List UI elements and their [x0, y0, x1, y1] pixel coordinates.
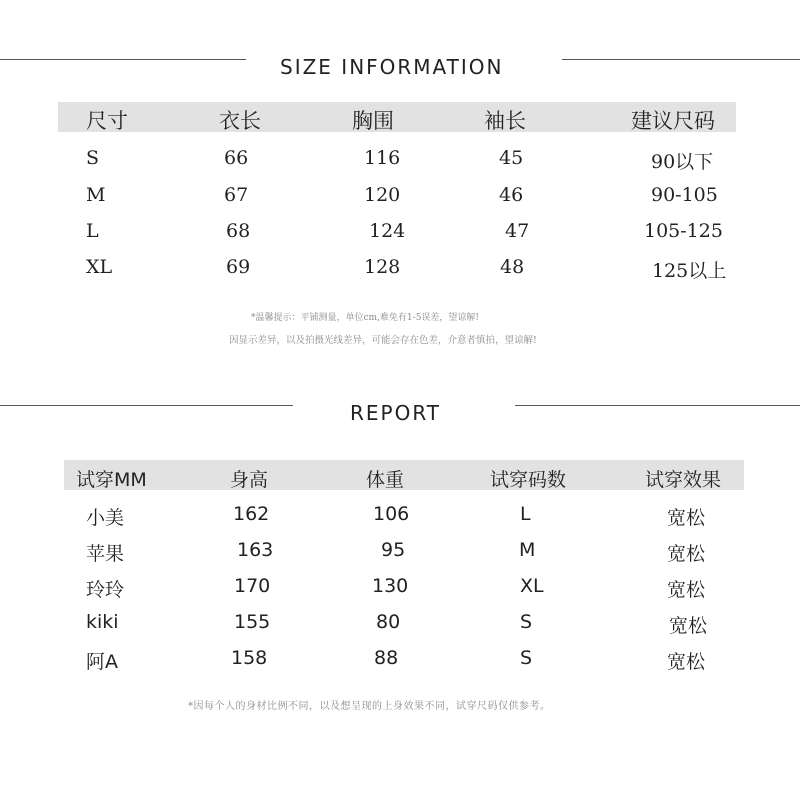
report-cell-model: 阿A — [86, 651, 118, 673]
report-cell-weight: 95 — [381, 539, 406, 561]
report-cell-weight: 88 — [374, 647, 399, 669]
report-header-tried-size: 试穿码数 — [490, 469, 567, 491]
report-cell-tried-size: S — [520, 611, 533, 633]
report-header-height: 身高 — [230, 469, 269, 491]
size-cell-length: 66 — [224, 147, 249, 169]
report-cell-height: 155 — [234, 611, 271, 633]
size-cell-sleeve: 48 — [500, 256, 525, 278]
report-note: *因每个人的身材比例不同，以及想呈现的上身效果不同，试穿尺码仅供参考。 — [188, 701, 551, 712]
size-cell-size: XL — [86, 256, 113, 278]
report-title-rule-right — [515, 405, 800, 406]
report-cell-height: 163 — [237, 539, 274, 561]
size-cell-size: S — [86, 147, 100, 169]
size-cell-length: 67 — [224, 184, 249, 206]
report-cell-tried-size: XL — [520, 575, 544, 597]
size-cell-sleeve: 47 — [505, 220, 530, 242]
size-section-title: SIZE INFORMATION — [280, 55, 504, 79]
report-cell-model: 小美 — [86, 507, 125, 529]
size-title-rule-right — [562, 59, 800, 60]
report-cell-height: 158 — [231, 647, 268, 669]
size-header-recommend: 建议尺码 — [631, 109, 715, 133]
report-cell-weight: 106 — [373, 503, 410, 525]
size-title-rule-left — [0, 59, 246, 60]
size-cell-chest: 128 — [364, 256, 401, 278]
report-cell-fit: 宽松 — [667, 579, 706, 601]
report-cell-model: 玲玲 — [86, 579, 125, 601]
size-cell-chest: 116 — [364, 147, 401, 169]
size-cell-sleeve: 46 — [499, 184, 524, 206]
report-cell-weight: 80 — [376, 611, 401, 633]
report-cell-fit: 宽松 — [669, 615, 708, 637]
report-cell-weight: 130 — [372, 575, 409, 597]
size-note-measurement: *温馨提示：平铺测量，单位cm,难免有1-5误差，望谅解! — [251, 313, 480, 323]
report-cell-fit: 宽松 — [667, 543, 706, 565]
report-cell-tried-size: L — [520, 503, 531, 525]
report-cell-tried-size: S — [520, 647, 533, 669]
size-header-sleeve: 袖长 — [484, 109, 526, 133]
size-cell-length: 68 — [226, 220, 251, 242]
size-cell-recommend: 105-125 — [644, 220, 723, 242]
report-header-fit: 试穿效果 — [645, 469, 722, 491]
report-cell-height: 170 — [234, 575, 271, 597]
size-cell-sleeve: 45 — [499, 147, 524, 169]
size-header-size: 尺寸 — [86, 109, 128, 133]
report-cell-tried-size: M — [519, 539, 536, 561]
report-title-rule-left — [0, 405, 293, 406]
size-cell-chest: 120 — [364, 184, 401, 206]
report-cell-fit: 宽松 — [667, 507, 706, 529]
size-cell-length: 69 — [226, 256, 251, 278]
report-cell-height: 162 — [233, 503, 270, 525]
report-cell-model: 苹果 — [86, 543, 125, 565]
size-cell-recommend: 125以上 — [652, 260, 727, 282]
size-cell-recommend: 90以下 — [651, 151, 714, 173]
size-cell-size: L — [86, 220, 99, 242]
size-cell-chest: 124 — [369, 220, 406, 242]
report-cell-fit: 宽松 — [667, 651, 706, 673]
size-header-chest: 胸围 — [352, 109, 394, 133]
size-cell-size: M — [86, 184, 106, 206]
report-header-weight: 体重 — [366, 469, 405, 491]
size-note-color: 因显示差异，以及拍摄光线差异，可能会存在色差，介意者慎拍，望谅解! — [229, 335, 537, 346]
report-header-model: 试穿MM — [76, 469, 147, 491]
report-cell-model: kiki — [86, 611, 119, 633]
report-section-title: REPORT — [350, 401, 441, 425]
size-header-length: 衣长 — [219, 109, 261, 133]
size-cell-recommend: 90-105 — [651, 184, 718, 206]
